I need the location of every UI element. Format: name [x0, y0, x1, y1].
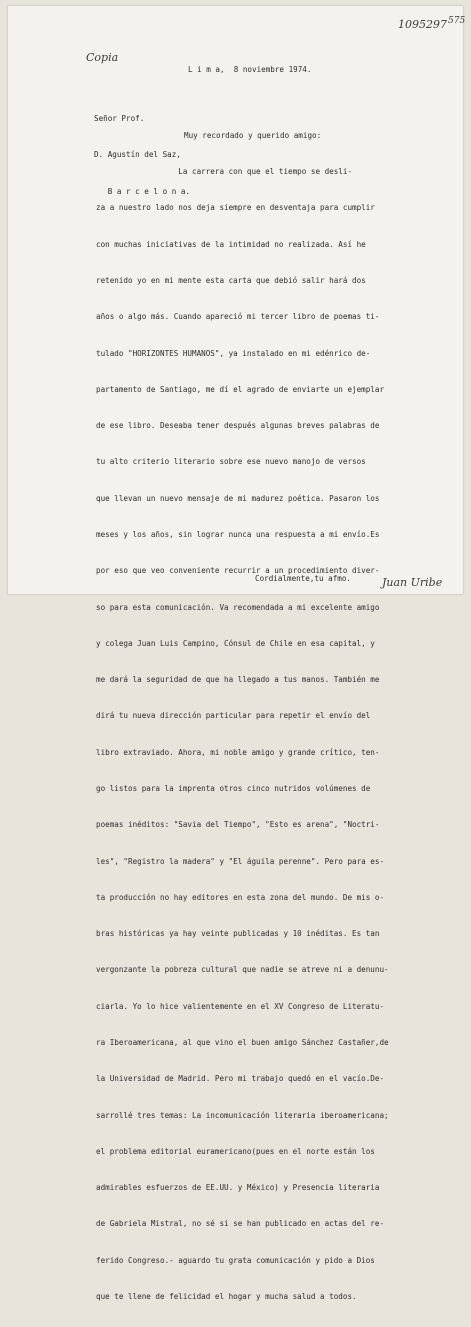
body-line: el problema editorial euramericano(pues en el norte están los [96, 1146, 375, 1156]
body-line: ta producción no hay editores en esta zona del mundo. De mis o- [96, 892, 385, 902]
recipient-line: Señor Prof. [94, 114, 145, 124]
body-line: tu alto criterio literario sobre ese nuevo manojo de versos [96, 457, 366, 467]
body-line: sarrollé tres temas: La incomunicación literaria iberoamericana; [96, 1110, 389, 1120]
body-line: poemas inéditos: "Savia del Tiempo", "Esto es arena", "Noctri- [96, 820, 380, 830]
body-line: y colega Juan Luis Campino, Cónsul de Chile en esa capital, y [96, 638, 375, 648]
body-line: años o algo más. Cuando apareció mi tercer libro de poemas ti- [96, 312, 380, 322]
body-line: de Gabriela Mistral, no sé si se han publicado en actas del re- [96, 1219, 385, 1229]
archive-number: 1095297 [398, 18, 447, 31]
body-line: La carrera con que el tiempo se desli- [96, 167, 353, 177]
greeting: Muy recordado y querido amigo: [184, 131, 322, 140]
body-line: go listos para la imprenta otros cinco nutridos volúmenes de [96, 783, 371, 793]
letter-page [8, 6, 466, 1301]
body-line: ciarla. Yo lo hice valientemente en el XV Congreso de Literatu- [96, 1001, 385, 1011]
body-line: les", "Registro la madera" y "El águila perenne". Pero para es- [96, 856, 385, 866]
body-line: de ese libro. Deseaba tener después algunas breves palabras de [96, 421, 380, 431]
body-line: tulado "HORIZONTES HUMANOS", ya instalado en mi edénrico de- [96, 348, 371, 358]
body-line: me dará la seguridad de que ha llegado a tus manos. También me [96, 675, 380, 685]
letter-body [96, 142, 389, 1327]
body-line: la Universidad de Madrid. Pero mi trabajo quedó en el vacío.De- [96, 1074, 385, 1084]
body-line: que llevan un nuevo mensaje de mi madurez poética. Pasaron los [96, 493, 380, 503]
body-line: partamento de Santiago, me dí el agrado de enviarte un ejemplar [96, 384, 385, 394]
body-line: za a nuestro lado nos deja siempre en desventaja para cumplir [96, 203, 375, 213]
body-line: vergonzante la pobreza cultural que nadie se atreve ni a denunu- [96, 965, 389, 975]
page-number: 575 [448, 16, 466, 26]
body-line: libro extraviado. Ahora, mi noble amigo y grande crítico, ten- [96, 747, 380, 757]
closing-line: Cordialmente,tu afmo. [255, 574, 352, 583]
body-line: por eso que veo conveniente recurrir a un procedimiento diver- [96, 566, 380, 576]
recipient-line: D. Agustín del Saz, [94, 150, 181, 160]
body-line: dirá tu nueva dirección particular para repetir el envío del [96, 711, 371, 721]
date-line: L i m a, 8 noviembre 1974. [188, 65, 312, 74]
copy-note: Copia [86, 51, 119, 64]
body-line: retenido yo en mi mente esta carta que debió salir hará dos [96, 276, 366, 286]
body-line: que te llene de felicidad el hogar y mucha salud a todos. [96, 1291, 357, 1301]
body-line: con muchas iniciativas de la intimidad no realizada. Así he [96, 239, 366, 249]
body-line: so para esta comunicación. Va recomendada a mi excelente amigo [96, 602, 380, 612]
body-line: ra Iberoamericana, al que vino el buen amigo Sánchez Castañer,de [96, 1037, 389, 1047]
body-line: ferido Congreso.- aguardo tu grata comunicación y pido a Dios [96, 1255, 375, 1265]
body-line: admirables esfuerzos de EE.UU. y México) y Presencia literaria [96, 1183, 380, 1193]
signature: Juan Uribe [382, 576, 443, 589]
recipient-line: B a r c e l o n a. [94, 186, 191, 196]
body-line: bras históricas ya hay veinte publicadas y 10 inéditas. Es tan [96, 929, 380, 939]
body-line: meses y los años, sin lograr nunca una respuesta a mi envío.Es [96, 530, 380, 539]
